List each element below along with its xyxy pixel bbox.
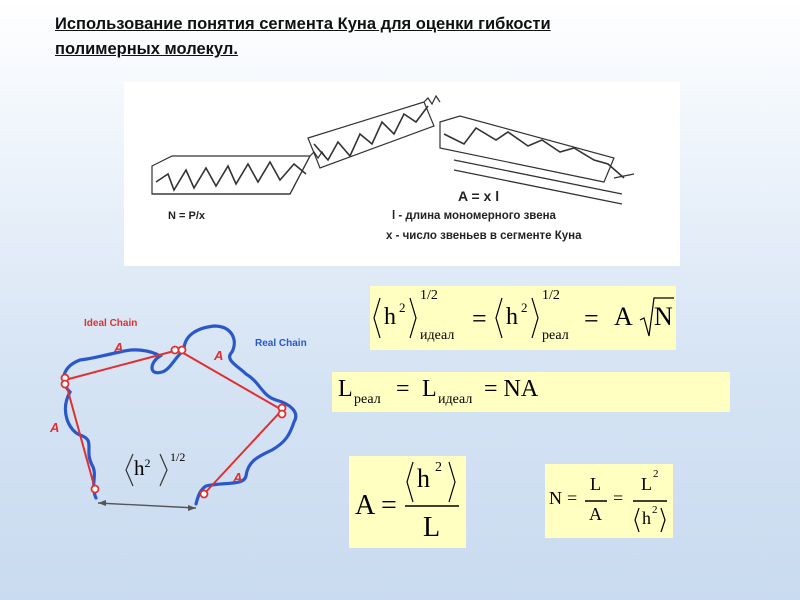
- formula2-sub-ideal: идеал: [438, 392, 473, 407]
- page-title: [55, 12, 755, 62]
- segment-label-a-1: A: [114, 340, 124, 355]
- formula-rms-distance: h 2 1/2 идеал = h 2 1/2 реал = A N: [370, 286, 676, 350]
- formula1-exp-real: 1/2: [542, 288, 560, 303]
- real-chain-label: Real Chain: [255, 338, 307, 349]
- kuhn-a-formula: A = x l: [458, 188, 500, 204]
- diagram-h-exponent: 1/2: [170, 450, 186, 464]
- formula2-na: = NA: [484, 376, 539, 402]
- formula1-h-ideal: h: [384, 304, 396, 330]
- formula2-sub-real: реал: [354, 392, 381, 407]
- formula-kuhn-length: A = h 2 L: [349, 456, 466, 548]
- kuhn-x-definition: x - число звеньев в сегменте Куна: [386, 230, 582, 242]
- formula1-sub-ideal: идеал: [420, 328, 455, 343]
- kuhn-n-formula: N = P/x: [168, 210, 205, 222]
- diagram-h-symbol: $h^2$: [134, 456, 151, 480]
- formula1-sub-real: реал: [542, 328, 569, 343]
- ideal-vs-real-chain-diagram: [0, 300, 340, 560]
- formula1-exp-ideal: 1/2: [420, 288, 438, 303]
- formula-contour-length: L реал = L идеал = NA: [332, 372, 730, 412]
- ideal-chain-path: [65, 350, 282, 494]
- kuhn-segment-illustration: [124, 82, 680, 266]
- formula1-h-real: h: [506, 304, 518, 330]
- segment-label-a-2: A: [214, 348, 224, 363]
- title-line-2: полимерных молекул.: [55, 40, 238, 58]
- end-to-end-arrow: [98, 503, 196, 508]
- kuhn-l-definition: l - длина мономерного звена: [392, 210, 556, 222]
- segment-label-a-4: A: [233, 470, 243, 485]
- segment-label-a-3: A: [50, 420, 60, 435]
- title-line-1: Использование понятия сегмента Куна для оценки гибкости: [55, 15, 551, 33]
- formula-segment-count: N = L A = L 2 h 2: [545, 464, 673, 538]
- ideal-chain-label: Ideal Chain: [84, 318, 138, 329]
